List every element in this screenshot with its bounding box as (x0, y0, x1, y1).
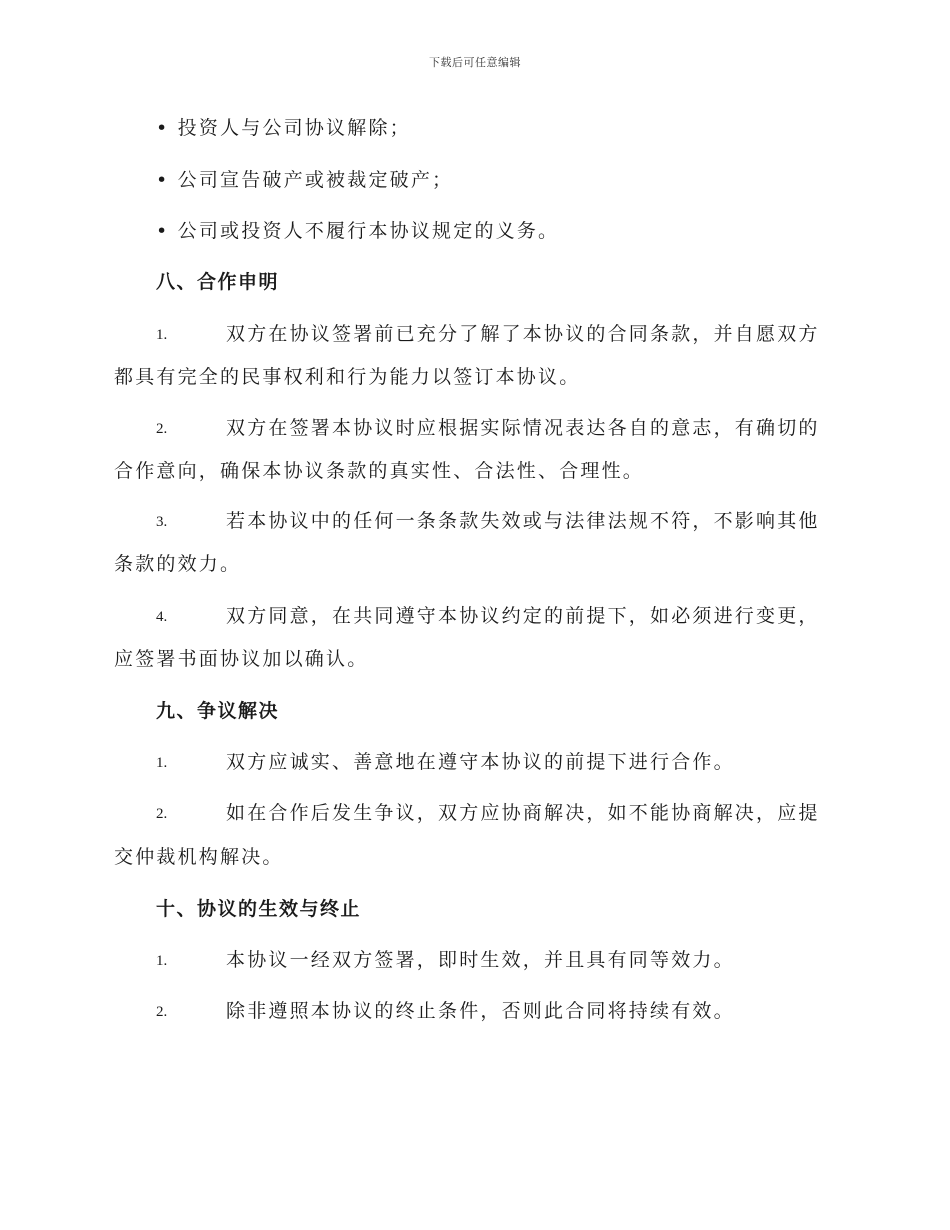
bullet-item-1: • 投资人与公司协议解除； (156, 117, 411, 139)
paragraph-line: 如在合作后发生争议，双方应协商解决，如不能协商解决，应提 (226, 802, 820, 824)
bullet-item-2: • 公司宣告破产或被裁定破产； (156, 169, 454, 191)
item-number: 4. (156, 609, 168, 625)
paragraph-line: 若本协议中的任何一条条款失效或与法律法规不符，不影响其他 (226, 510, 820, 532)
paragraph-line: 除非遵照本协议的终止条件，否则此合同将持续有效。 (226, 1000, 735, 1022)
item-number: 1. (156, 327, 168, 343)
bullet-item-3: • 公司或投资人不履行本协议规定的义务。 (156, 220, 560, 242)
section-heading-8: 八、合作申明 (156, 271, 280, 293)
paragraph-line: 双方在协议签署前已充分了解了本协议的合同条款，并自愿双方 (226, 323, 820, 345)
section-heading-10: 十、协议的生效与终止 (156, 898, 362, 920)
item-number: 2. (156, 421, 168, 437)
paragraph-line: 合作意向，确保本协议条款的真实性、合法性、合理性。 (114, 460, 645, 482)
page-header: 下载后可任意编辑 (429, 56, 521, 69)
paragraph-line: 都具有完全的民事权利和行为能力以签订本协议。 (114, 366, 581, 388)
paragraph-line: 本协议一经双方签署，即时生效，并且具有同等效力。 (226, 949, 735, 971)
item-number: 2. (156, 1004, 168, 1020)
paragraph-line: 交仲裁机构解决。 (114, 846, 284, 868)
paragraph-line: 双方同意，在共同遵守本协议约定的前提下，如必须进行变更， (226, 605, 820, 627)
item-number: 1. (156, 755, 168, 771)
paragraph-line: 条款的效力。 (114, 553, 242, 575)
item-number: 2. (156, 806, 168, 822)
item-number: 3. (156, 514, 168, 530)
paragraph-line: 应签署书面协议加以确认。 (114, 648, 369, 670)
paragraph-line: 双方应诚实、善意地在遵守本协议的前提下进行合作。 (226, 751, 735, 773)
item-number: 1. (156, 953, 168, 969)
section-heading-9: 九、争议解决 (156, 700, 280, 722)
paragraph-line: 双方在签署本协议时应根据实际情况表达各自的意志，有确切的 (226, 417, 820, 439)
